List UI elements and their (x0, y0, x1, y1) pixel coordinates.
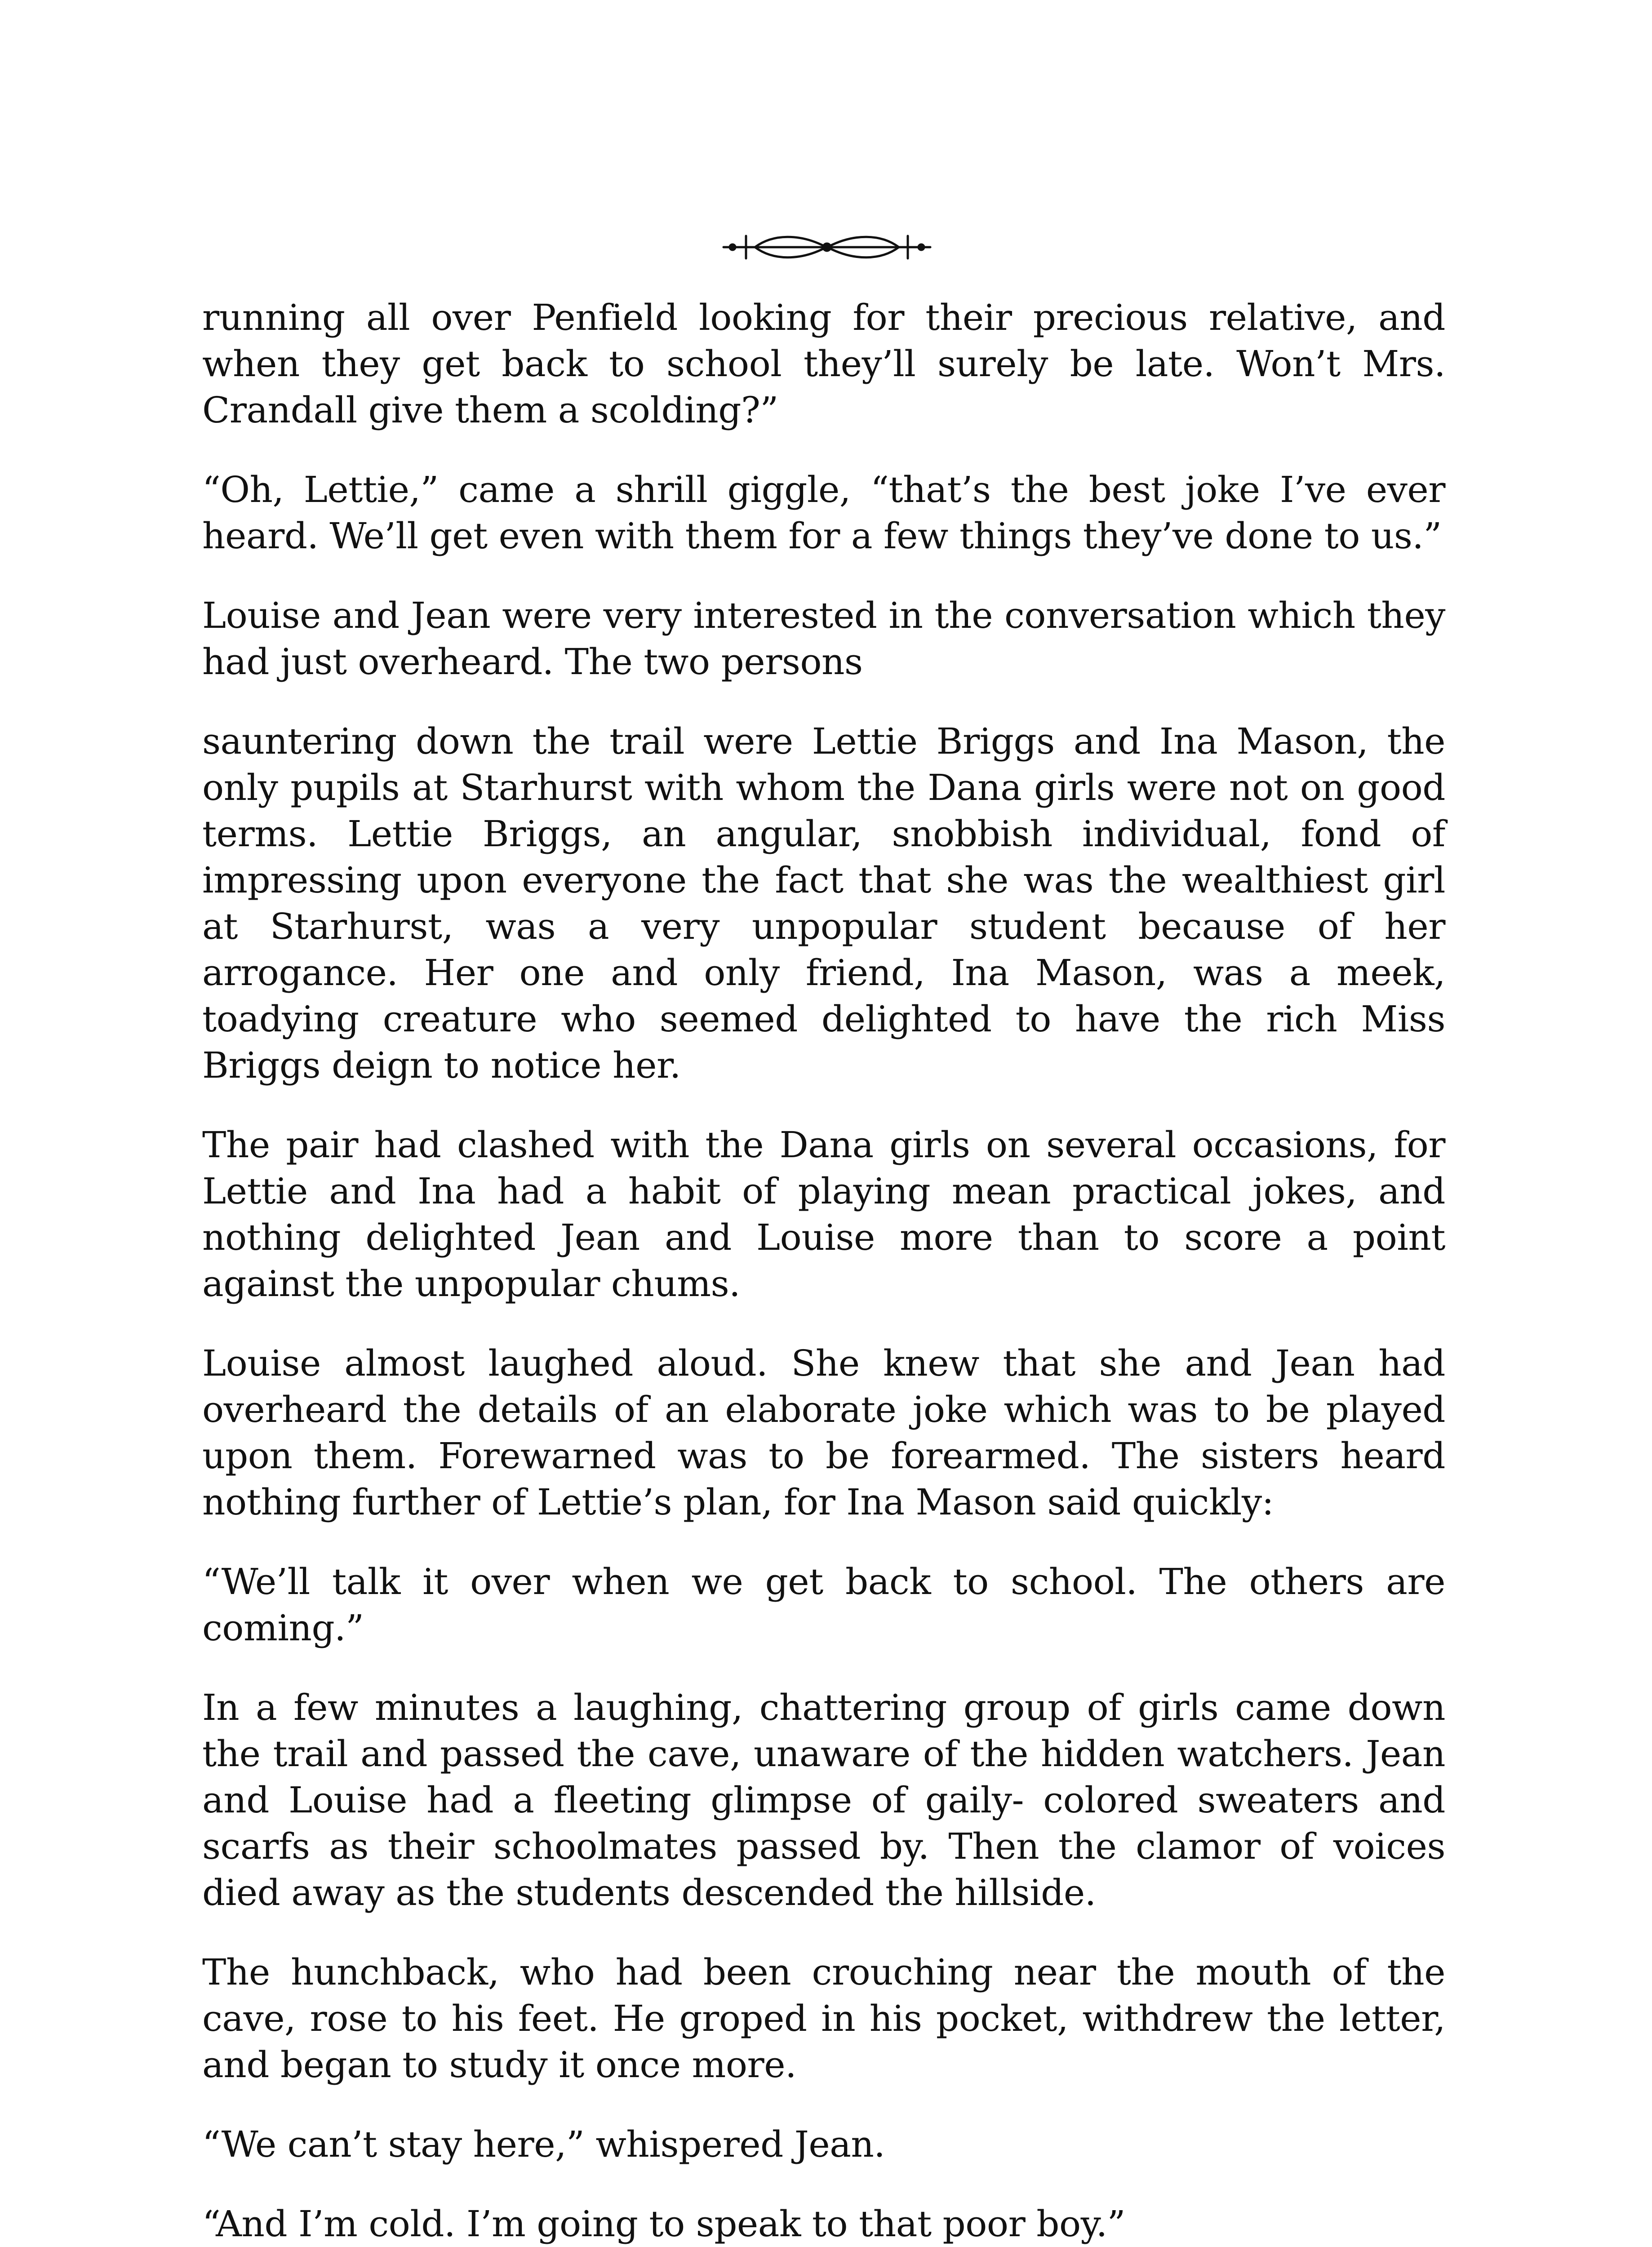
paragraph: “Oh, Lettie,” came a shrill giggle, “that’s the best joke I’ve ever heard. We’ll get even with them for a few things they’ve done to us.” (202, 469, 1445, 557)
paragraph: running all over Penfield looking for their precious relative, and when they get back to school they’ll surely be late. Won’t Mrs. Crandall give them a scolding?” (202, 297, 1445, 431)
paragraph: The pair had clashed with the Dana girls on several occasions, for Lettie and Ina had a habit of playing mean practical jokes, and nothing delighted Jean and Louise more than to score a point against the unpopular chums. (202, 1124, 1445, 1305)
body-text (202, 294, 1445, 2247)
paragraph: “We can’t stay here,” whispered Jean. (202, 2123, 885, 2165)
paragraph: Louise and Jean were very interested in the conversation which they had just overheard. The two persons (202, 595, 1445, 683)
paragraph: “We’ll talk it over when we get back to school. The others are coming.” (202, 1561, 1445, 1649)
paragraph: The hunchback, who had been crouching near the mouth of the cave, rose to his feet. He groped in his pocket, withdrew the letter, and began to study it once more. (202, 1951, 1445, 2086)
decorative-flourish-icon (719, 225, 935, 270)
paragraph: In a few minutes a laughing, chattering group of girls came down the trail and passed the cave, unaware of the hidden watchers. Jean and Louise had a fleeting glimpse of gaily- colored sweaters and scarfs as their schoolmates passed by. Then the clamor of voices died away as the students descended the hillside. (202, 1687, 1445, 1914)
paragraph: sauntering down the trail were Lettie Briggs and Ina Mason, the only pupils at Starhurst with whom the Dana girls were not on good terms. Lettie Briggs, an angular, snobbish individual, fond of impressing upon everyone the fact that she was the wealthiest girl at Starhurst, was a very unpopular student because of her arrogance. Her one and only friend, Ina Mason, was a meek, toadying creature who seemed delighted to have the rich Miss Briggs deign to notice her. (202, 720, 1445, 1086)
paragraph: Louise almost laughed aloud. She knew that she and Jean had overheard the details of an elaborate joke which was to be played upon them. Forewarned was to be forearmed. The sisters heard nothing further of Lettie’s plan, for Ina Mason said quickly: (202, 1342, 1445, 1523)
paragraph: “And I’m cold. I’m going to speak to that poor boy.” (202, 2203, 1126, 2245)
